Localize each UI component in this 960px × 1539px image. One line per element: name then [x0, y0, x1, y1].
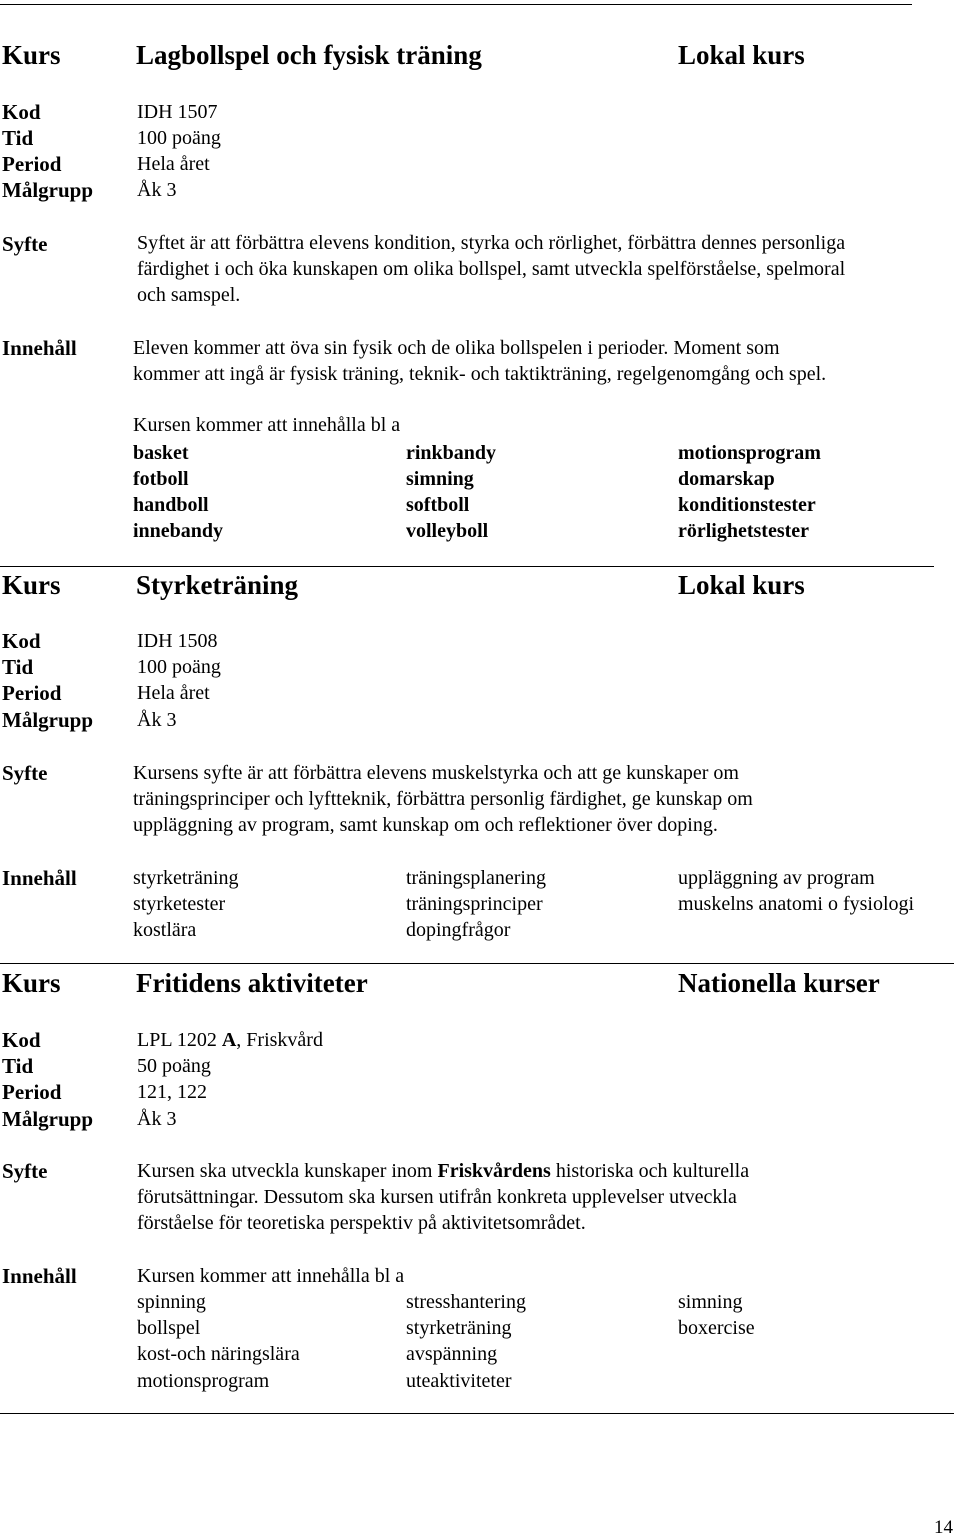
page-number: 14 — [934, 1517, 953, 1538]
list-item: volleyboll — [406, 520, 489, 542]
period-label: Period — [2, 152, 62, 176]
list-item: dopingfrågor — [406, 919, 511, 941]
innehall-intro: Kursen kommer att innehålla bl a — [133, 414, 401, 436]
period-label: Period — [2, 681, 62, 705]
syfte-line: träningsprinciper och lyftteknik, förbättra personlig färdighet, ge kunskap om — [133, 788, 753, 810]
course-title: Lagbollspel och fysisk träning — [136, 40, 482, 70]
list-item: simning — [678, 1291, 743, 1313]
top-rule — [0, 4, 912, 5]
kod-level: A — [221, 1029, 237, 1051]
syfte-line: och samspel. — [137, 284, 241, 306]
list-item: spinning — [137, 1291, 206, 1313]
malgrupp-label: Målgrupp — [2, 1107, 94, 1131]
syfte-label: Syfte — [2, 232, 48, 256]
syfte-line: förståelse för teoretiska perspektiv på aktivitetsområdet. — [137, 1212, 586, 1234]
syfte-line — [137, 1160, 749, 1183]
section-divider — [0, 963, 954, 964]
kod-suffix: , Friskvård — [236, 1029, 323, 1051]
list-item: boxercise — [678, 1317, 755, 1339]
syfte-line: Kursens syfte är att förbättra elevens muskelstyrka och att ge kunskaper om — [133, 762, 739, 784]
malgrupp-value: Åk 3 — [137, 1108, 177, 1130]
malgrupp-value: Åk 3 — [137, 179, 177, 201]
period-value: 121, 122 — [137, 1081, 207, 1103]
period-value: Hela året — [137, 153, 210, 175]
period-label: Period — [2, 1080, 62, 1104]
kod-code: LPL 1202 — [137, 1029, 222, 1051]
list-item: styrketräning — [406, 1317, 512, 1339]
section-divider — [0, 566, 934, 567]
kurs-label: Kurs — [2, 570, 61, 600]
syfte-line: Syftet är att förbättra elevens kondition, styrka och rörlighet, förbättra dennes personliga — [137, 232, 846, 254]
kod-label: Kod — [2, 1028, 41, 1052]
innehall-label: Innehåll — [2, 336, 77, 360]
list-item: styrketräning — [133, 867, 239, 889]
course-type: Lokal kurs — [678, 570, 805, 600]
kod-value: IDH 1508 — [137, 630, 218, 652]
malgrupp-label: Målgrupp — [2, 708, 94, 732]
tid-value: 50 poäng — [137, 1055, 211, 1077]
list-item: stresshantering — [406, 1291, 526, 1313]
syfte-label: Syfte — [2, 761, 48, 785]
kurs-label: Kurs — [2, 968, 61, 998]
list-item: rörlighetstester — [678, 520, 810, 542]
kod-value — [137, 1029, 323, 1052]
syfte-text: historiska och kulturella — [550, 1160, 750, 1182]
malgrupp-label: Målgrupp — [2, 178, 94, 202]
list-item: handboll — [133, 494, 209, 516]
list-item: avspänning — [406, 1343, 498, 1365]
list-item: träningsplanering — [406, 867, 546, 889]
list-item: basket — [133, 442, 189, 464]
course-type: Nationella kurser — [678, 968, 880, 998]
syfte-text: Kursen ska utveckla kunskaper inom — [137, 1160, 438, 1182]
syfte-line: uppläggning av program, samt kunskap om och reflektioner över doping. — [133, 814, 718, 836]
list-item: konditionstester — [678, 494, 816, 516]
list-item: domarskap — [678, 468, 775, 490]
list-item: softboll — [406, 494, 470, 516]
list-item: fotboll — [133, 468, 189, 490]
course-title: Styrketräning — [136, 570, 298, 600]
list-item: muskelns anatomi o fysiologi — [678, 893, 915, 915]
kod-value: IDH 1507 — [137, 101, 218, 123]
kod-label: Kod — [2, 629, 41, 653]
list-item: kost-och näringslära — [137, 1343, 300, 1365]
syfte-label: Syfte — [2, 1159, 48, 1183]
list-item: uppläggning av program — [678, 867, 875, 889]
tid-label: Tid — [2, 126, 34, 150]
list-item: motionsprogram — [678, 442, 821, 464]
list-item: motionsprogram — [137, 1370, 270, 1392]
list-item: bollspel — [137, 1317, 201, 1339]
course-type: Lokal kurs — [678, 40, 805, 70]
innehall-line: kommer att ingå är fysisk träning, teknik- och taktikträning, regelgenomgång och spel. — [133, 363, 827, 385]
course-title: Fritidens aktiviteter — [136, 968, 368, 998]
innehall-label: Innehåll — [2, 866, 77, 890]
innehall-intro: Kursen kommer att innehålla bl a — [137, 1265, 405, 1287]
list-item: styrketester — [133, 893, 226, 915]
kod-label: Kod — [2, 100, 41, 124]
period-value: Hela året — [137, 682, 210, 704]
list-item: kostlära — [133, 919, 197, 941]
tid-label: Tid — [2, 655, 34, 679]
innehall-label: Innehåll — [2, 1264, 77, 1288]
syfte-line: förutsättningar. Dessutom ska kursen utifrån konkreta upplevelser utveckla — [137, 1186, 737, 1208]
tid-label: Tid — [2, 1054, 34, 1078]
list-item: rinkbandy — [406, 442, 497, 464]
list-item: innebandy — [133, 520, 224, 542]
tid-value: 100 poäng — [137, 127, 221, 149]
section-divider — [0, 1413, 954, 1414]
list-item: uteaktiviteter — [406, 1370, 512, 1392]
malgrupp-value: Åk 3 — [137, 709, 177, 731]
kurs-label: Kurs — [2, 40, 61, 70]
tid-value: 100 poäng — [137, 656, 221, 678]
syfte-emphasis: Friskvårdens — [437, 1160, 551, 1182]
innehall-line: Eleven kommer att öva sin fysik och de olika bollspelen i perioder. Moment som — [133, 337, 780, 359]
list-item: träningsprinciper — [406, 893, 543, 915]
list-item: simning — [406, 468, 474, 490]
syfte-line: färdighet i och öka kunskapen om olika bollspel, samt utveckla spelförståelse, spelmoral — [137, 258, 846, 280]
